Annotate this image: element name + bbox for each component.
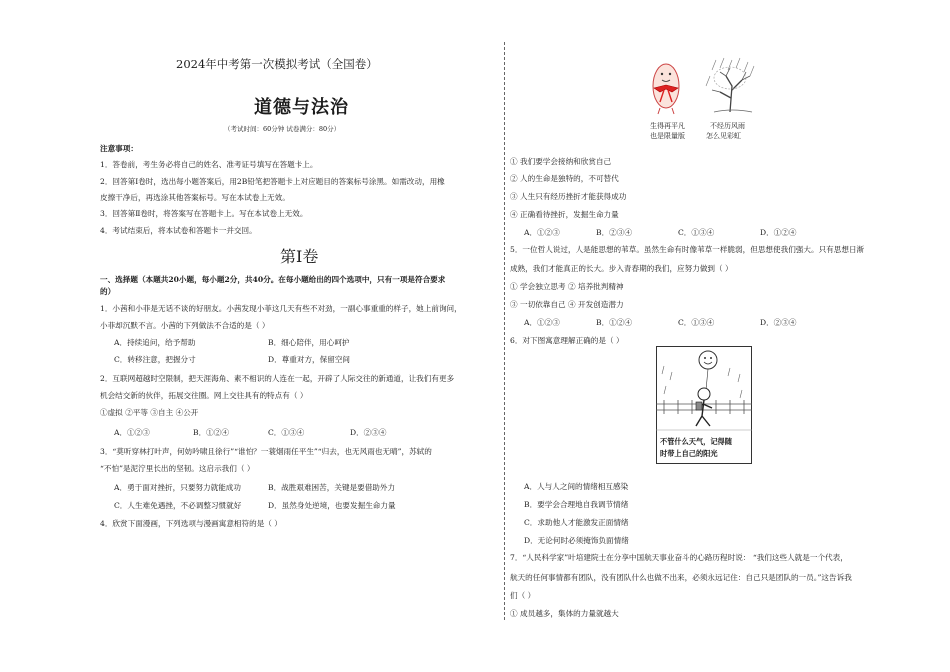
cartoon-illustration-1 [640, 52, 766, 144]
boy-backpack [696, 402, 702, 410]
section-heading: 的） [100, 287, 116, 296]
notice-item: 皮擦干净后，再选涂其他答案标号。写在本试卷上无效。 [100, 193, 290, 202]
q5-stem: 5．一位哲人说过，人是能思想的苇草。虽然生命有时像苇草一样脆弱，但思想使我们强大。只有思想日渐 [510, 245, 865, 254]
notice-heading: 注意事项： [100, 144, 138, 153]
q2-option-a: A．①②③ [114, 428, 150, 437]
q7-item: ① 成员越多，集体的力量就越大 [510, 609, 619, 618]
q6-option-b: B．要学会合理地自我调节情绪 [524, 500, 629, 509]
cartoon-illustration-2 [656, 346, 752, 464]
q6-option-a: A．人与人之间的情绪相互感染 [524, 482, 629, 491]
cartoon1-caption-right: 怎么见彩虹 [706, 132, 741, 140]
cartoon2-caption: 不管什么天气，记得随 [660, 437, 732, 446]
q4-option-b: B．②③④ [596, 228, 632, 237]
q5-option-c: C．①③④ [678, 318, 715, 327]
boy-head [698, 388, 710, 400]
exam-title: 2024年中考第一次模拟考试（全国卷） [176, 57, 378, 71]
q3-stem: “不怕”是泥泞里长出的坚韧。这启示我们（ ） [100, 464, 255, 473]
notice-item: 2．回答第Ⅰ卷时，选出每小题答案后，用2B铅笔把答题卡上对应题目的答案标号涂黑。如需改动，用橡 [100, 177, 445, 186]
sun-eye [704, 357, 706, 359]
q1-option-c: C．转移注意，把握分寸 [114, 355, 196, 364]
cartoon2-caption: 时带上自己的阳光 [660, 449, 718, 458]
tree-leaves [714, 67, 746, 89]
q5-option-b: B．①②④ [596, 318, 632, 327]
q5-stem: 成熟，我们才能真正的长大。步入青春期的我们，应努力做到（ ） [510, 264, 733, 273]
part1-title: 第Ⅰ卷 [280, 247, 319, 266]
sun-smiley [699, 351, 717, 369]
notice-item: 4．考试结束后，将本试卷和答题卡一并交回。 [100, 226, 257, 235]
notice-item: 1．答卷前，考生务必将自己的姓名、准考证号填写在答题卡上。 [100, 160, 318, 169]
ground [714, 110, 752, 112]
q2-stem: 机会结交新的伙伴，拓展交往圈。网上交往具有的特点有（ ） [100, 391, 308, 400]
q7-stem: 航天的任何事情都有团队，没有团队什么也做不出来，必须永远记住：自己只是团队的一员。”这告诉我 [510, 573, 852, 582]
q5-option-a: A．①②③ [524, 318, 560, 327]
cartoon1-caption-left: 生得再平凡 [650, 122, 685, 130]
subject-title: 道德与法治 [254, 97, 349, 118]
q4-item: ③ 人生只有经历挫折才能获得成功 [510, 192, 627, 201]
q5-option-d: D．②③④ [760, 318, 797, 327]
q2-option-c: C．①③④ [268, 428, 305, 437]
q4-item: ④ 正确看待挫折，发掘生命力量 [510, 210, 619, 219]
q4-item: ② 人的生命是独特的，不可替代 [510, 174, 619, 183]
q1-option-a: A．持续追问，给予帮助 [114, 338, 196, 347]
section-heading: 一、选择题（本题共20小题，每小题2分，共40分。在每小题给出的四个选项中，只有一项是符合要求 [100, 275, 446, 284]
cartoon1-caption-left: 也是限量版 [650, 132, 685, 140]
q4-stem: 4．欣赏下面漫画，下列选项与漫画寓意相符的是（ ） [100, 519, 282, 528]
bean-legs [658, 108, 674, 114]
cartoon1-caption-right: 不经历风雨 [710, 122, 745, 130]
q3-option-c: C．人生难免遇挫，不必调整习惯就好 [114, 501, 242, 510]
column-divider [504, 42, 505, 620]
q3-stem: 3．“莫听穿林打叶声，何妨吟啸且徐行”“谁怕？一蓑烟雨任平生”“归去，也无风雨也无晴”，苏轼的 [100, 447, 432, 456]
q7-stem: 7．“人民科学家”叶培建院士在分享中国航天事业奋斗的心路历程时说： “我们这些人就是一个代表， [510, 553, 848, 562]
bean-eye [669, 73, 671, 75]
q1-stem: 1．小茜和小菲是无话不谈的好朋友。小茜发现小菲这几天有些不对劲，一副心事重重的样子，她上前询问， [100, 304, 462, 313]
notice-item: 3．回答第Ⅱ卷时，将答案写在答题卡上。写在本试卷上无效。 [100, 209, 308, 218]
q5-items: ① 学会独立思考 ② 培养批判精神 [510, 282, 624, 291]
q2-option-d: D．②③④ [350, 428, 387, 437]
sun-eye [710, 357, 712, 359]
q5-items: ③ 一切依靠自己 ④ 开发创造潜力 [510, 300, 624, 309]
q6-option-d: D．无论何时必须掩饰负面情绪 [524, 536, 629, 545]
exam-info: （考试时间：60分钟 试卷满分：80分） [224, 125, 341, 133]
q7-stem: 们（ ） [510, 591, 536, 600]
q4-option-d: D．①②④ [760, 228, 797, 237]
q2-stem: 2．互联网超越时空限制，把天涯海角、素不相识的人连在一起，开辟了人际交往的新通道，让我们有更多 [100, 374, 455, 383]
q6-option-c: C．求助他人才能激发正面情绪 [524, 518, 629, 527]
q1-option-d: D．尊重对方，保留空间 [268, 355, 351, 364]
q3-option-b: B．战胜艰难困苦，关键是要借助外力 [268, 483, 396, 492]
q4-option-a: A．①②③ [524, 228, 560, 237]
q3-option-d: D．虽然身处逆境，也要发掘生命力量 [268, 501, 396, 510]
q4-option-c: C．①③④ [678, 228, 715, 237]
tree-trunk [720, 76, 742, 112]
q1-option-b: B．细心陪伴，用心呵护 [268, 338, 350, 347]
bean-eye [661, 73, 663, 75]
q4-item: ① 我们要学会接纳和欣赏自己 [510, 157, 612, 166]
q6-stem: 6．对下图寓意理解正确的是（ ） [510, 336, 624, 345]
q1-stem: 小菲却沉默不言。小茜的下列做法不合适的是（ ） [100, 321, 270, 330]
q2-items: ①虚拟 ②平等 ③自主 ④公开 [100, 408, 199, 417]
q3-option-a: A．勇于面对挫折，只要努力就能成功 [114, 483, 241, 492]
q2-option-b: B．①②④ [193, 428, 229, 437]
